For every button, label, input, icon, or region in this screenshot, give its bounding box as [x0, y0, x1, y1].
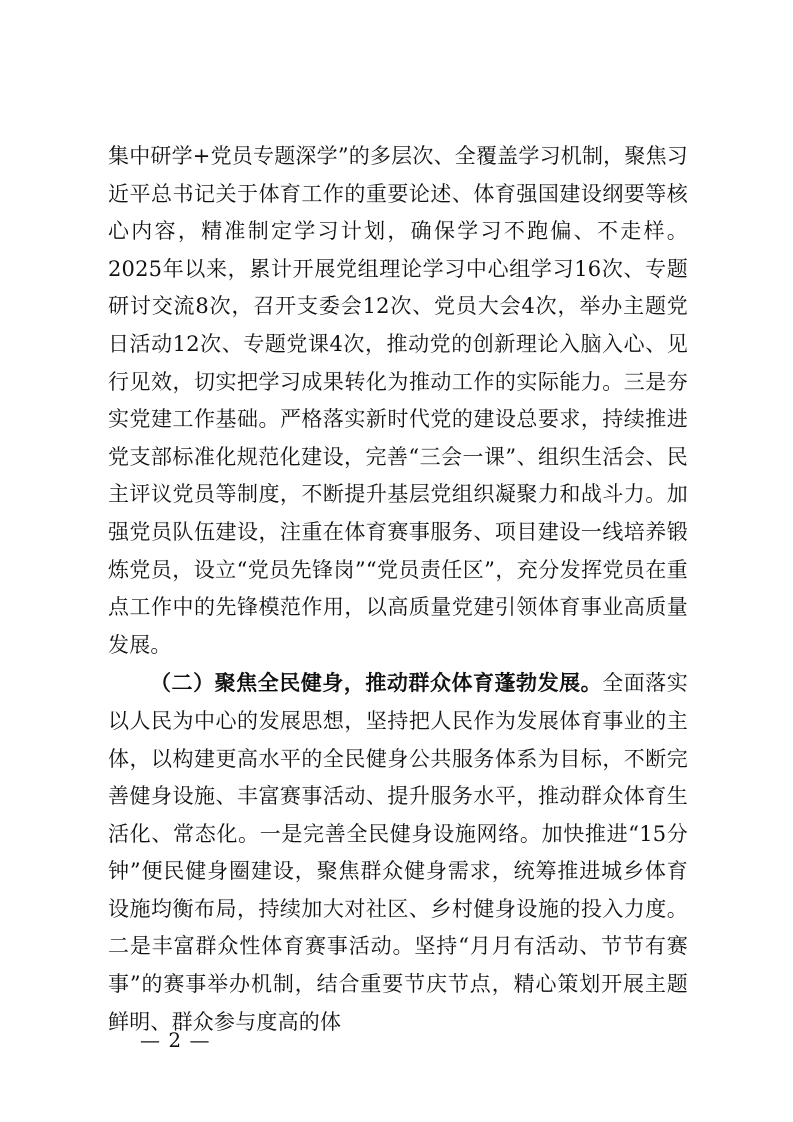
paragraph-fitness: [108, 664, 688, 1041]
paragraph-text: 全面落实以人民为中心的发展思想，坚持把人民作为发展体育事业的主体，以构建更高水平的全民健身公共服务体系为目标，不断完善健身设施、丰富赛事活动、提升服务水平，推动群众体育生活化、常态化。: [108, 671, 688, 846]
page-number: — 2 —: [140, 1028, 211, 1052]
subpoint-label: 一是完善全民健身设施网络。: [259, 821, 542, 846]
section-heading: （二）聚焦全民健身，推动群众体育蓬勃发展。: [150, 670, 603, 696]
paragraph-party-building: [108, 138, 688, 664]
body-text: [108, 138, 688, 1041]
subpoint-label: 三是夯实党建工作基础。: [108, 369, 688, 432]
subpoint-label: 二是丰富群众性体育赛事活动。: [108, 934, 415, 959]
paragraph-text: 集中研学+党员专题深学”的多层次、全覆盖学习机制，聚焦习近平总书记关于体育工作的重要论述、体育强国建设纲要等核心内容，精准制定学习计划，确保学习不跑偏、不走样。2025年以来，累计开展党组理论学习中心组学习16次、专题研讨交流8次，召开支委会12次、党员大会4次，举办主题党日活动12次、专题党课4次，推动党的创新理论入脑入心、见行见效，切实把学习成果转化为推动工作的实际能力。: [108, 144, 688, 394]
paragraph-text: 严格落实新时代党的建设总要求，持续推进党支部标准化规范化建设，完善“三会一课”、组织生活会、民主评议党员等制度，不断提升基层党组织凝聚力和战斗力。加强党员队伍建设，注重在体育赛事服务、项目建设一线培养锻炼党员，设立“党员先锋岗”“党员责任区”，充分发挥党员在重点工作中的先锋模范作用，以高质量党建引领体育事业高质量发展。: [108, 407, 688, 657]
paragraph-text: 加快推进“15分钟”便民健身圈建设，聚焦群众健身需求，统筹推进城乡体育设施均衡布局，持续加大对社区、乡村健身设施的投入力度。: [108, 821, 689, 921]
paragraph-text: 坚持“月月有活动、节节有赛事”的赛事举办机制，结合重要节庆节点，精心策划开展主题鲜明、群众参与度高的体: [108, 934, 688, 1034]
